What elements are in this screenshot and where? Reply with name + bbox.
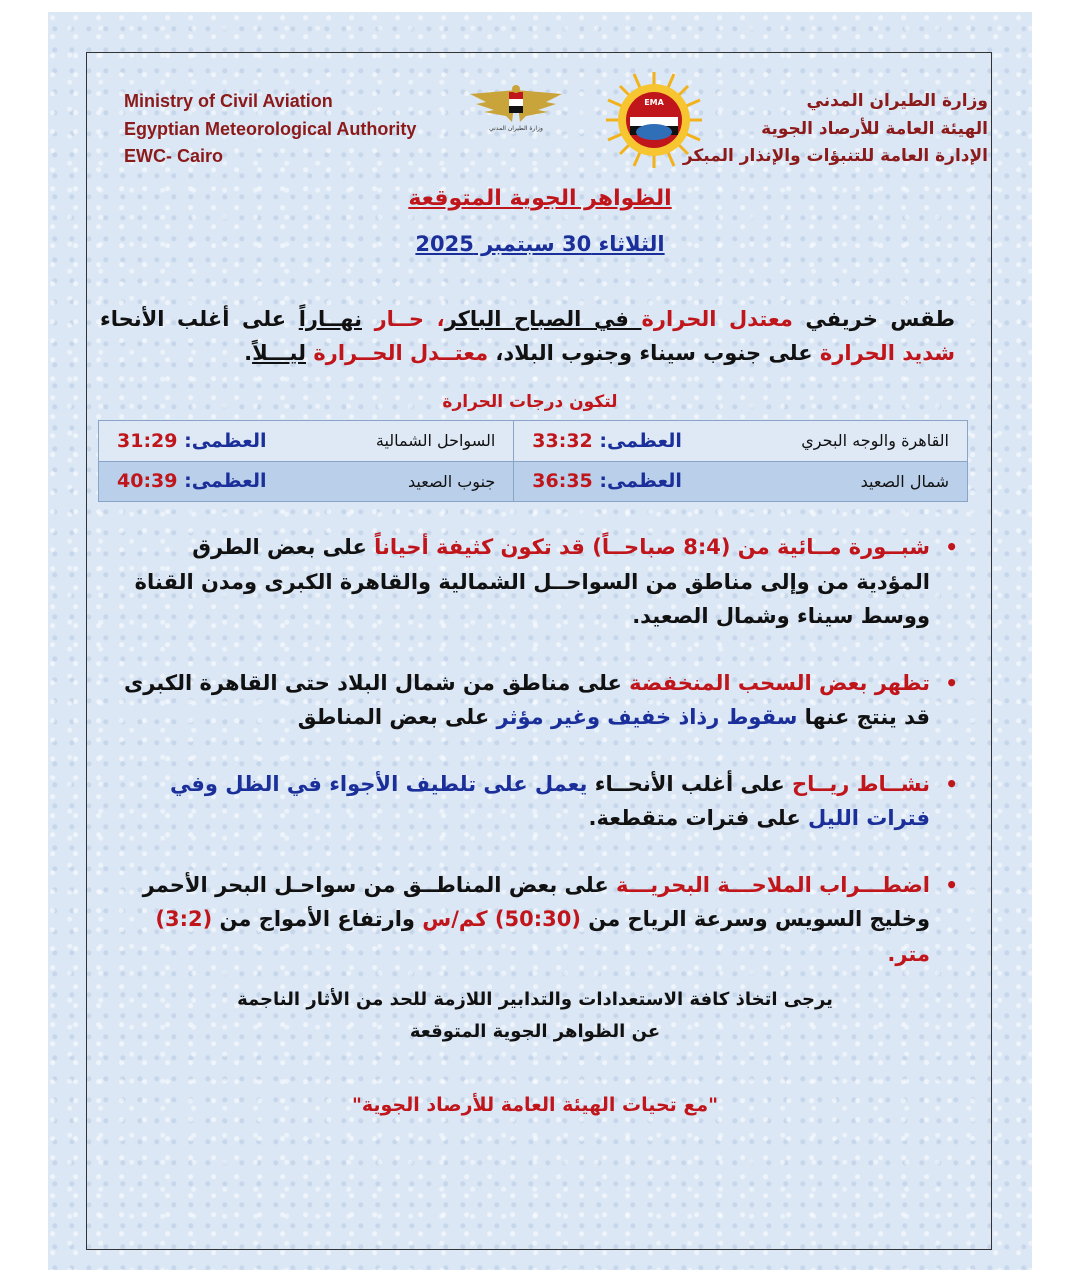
region-name: القاهرة والوجه البحري xyxy=(801,431,949,451)
fog-highlight: شبــورة مــائية من (8:4 صباحــاً) قد تكون كثيفة أحياناً xyxy=(374,535,930,559)
intro-text: نهــاراً xyxy=(298,307,362,331)
max-temp xyxy=(532,470,682,492)
navigation-text-end: . xyxy=(887,941,896,966)
closing-note xyxy=(0,984,1070,1048)
authority-name-en: Egyptian Meteorological Authority xyxy=(124,118,417,139)
temperatures-heading: لتكون درجات الحرارة xyxy=(442,392,618,412)
intro-text: في الصباح الباكر xyxy=(444,307,642,331)
document-title-wrap xyxy=(0,186,1080,211)
wind-text-end: على فترات متقطعة. xyxy=(588,806,809,830)
max-temp xyxy=(532,430,682,452)
fog-text: على بعض الطرق المؤدية من وإلى مناطق من السواحــل الشمالية والقاهرة الكبرى ومدن القناة ووسط سيناء وشمال الصعيد. xyxy=(134,535,930,628)
max-temp-label: العظمى: xyxy=(184,429,267,452)
table-cell xyxy=(99,421,514,462)
intro-text: على أغلب الأنحاء xyxy=(100,307,299,331)
temperatures-table xyxy=(98,420,968,502)
list-item-wind xyxy=(120,767,960,836)
ministry-name-ar: وزارة الطيران المدني xyxy=(806,91,988,111)
drizzle-highlight: سقوط رذاذ خفيف وغير مؤثر xyxy=(496,705,798,729)
clouds-text-end: على بعض المناطق xyxy=(297,705,497,729)
intro-text: . xyxy=(244,341,253,365)
clouds-text: على مناطق من شمال البلاد حتى القاهرة الكبرى قد ينتج عنها xyxy=(124,670,930,729)
max-temp xyxy=(117,470,267,492)
list-item-clouds xyxy=(120,666,960,735)
region-name: شمال الصعيد xyxy=(860,471,949,491)
ministry-eagle-logo xyxy=(466,82,566,144)
closing-line: عن الظواهر الجوية المتوقعة xyxy=(409,1021,661,1042)
intro-paragraph xyxy=(100,302,955,370)
table-cell xyxy=(514,421,968,462)
authority-name-ar: الهيئة العامة للأرصاد الجوية xyxy=(761,118,988,139)
document-date-wrap xyxy=(0,232,1080,256)
max-temp-value: 31:29 xyxy=(117,429,178,452)
greeting: "مع تحيات الهيئة العامة للأرصاد الجوية" xyxy=(351,1094,719,1116)
navigation-text: على بعض المناطــق من سواحـل البحر الأحمر وخليج السويس وسرعة الرياح من xyxy=(142,872,930,931)
list-item-fog xyxy=(120,530,960,634)
navigation-text: وارتفاع الأمواج من xyxy=(212,907,423,931)
ema-logo-text: EMA xyxy=(644,98,664,107)
wind-effect-highlight: يعمل على تلطيف الأجواء في الظل وفي فترات الليل xyxy=(169,771,930,830)
weather-phenomena-list xyxy=(120,530,960,971)
ministry-name-en: Ministry of Civil Aviation xyxy=(124,91,333,111)
center-name-ar: الإدارة العامة للتنبؤات والإنذار المبكر xyxy=(682,146,988,166)
list-item-navigation xyxy=(120,868,960,972)
english-header xyxy=(124,88,416,171)
intro-text: طقس خريفي xyxy=(792,307,956,331)
intro-text: ليـــلاً xyxy=(252,341,307,365)
table-row xyxy=(99,421,968,462)
center-name-en: EWC- Cairo xyxy=(124,146,223,166)
intro-highlight: معتــدل الحــرارة xyxy=(313,341,489,365)
intro-highlight: حــار xyxy=(374,307,425,331)
table-cell xyxy=(99,461,514,502)
clouds-highlight: تظهر بعض السحب المنخفضة xyxy=(629,670,930,695)
intro-text: على جنوب سيناء وجنوب البلاد، xyxy=(488,341,820,365)
max-temp xyxy=(117,430,267,452)
wind-highlight: نشــاط ريــاح xyxy=(792,771,930,796)
max-temp-value: 36:35 xyxy=(532,470,593,493)
intro-highlight: معتدل الحرارة xyxy=(641,307,793,331)
region-name: السواحل الشمالية xyxy=(375,431,496,451)
table-row xyxy=(99,461,968,502)
intro-text xyxy=(362,307,375,331)
wind-text: على أغلب الأنحــاء xyxy=(587,771,793,796)
wave-height-value: (3:2) متر xyxy=(155,907,930,966)
max-temp-label: العظمى: xyxy=(599,429,682,452)
max-temp-value: 40:39 xyxy=(117,470,178,493)
wind-speed-value: (50:30) كم/س xyxy=(422,907,581,931)
max-temp-label: العظمى: xyxy=(184,470,267,493)
document-date: الثلاثاء 30 سبتمبر 2025 xyxy=(415,232,665,256)
max-temp-label: العظمى: xyxy=(599,470,682,493)
intro-text: ، xyxy=(424,307,445,331)
navigation-highlight: اضطـــراب الملاحـــة البحريـــة xyxy=(616,872,930,897)
arabic-header xyxy=(683,88,988,171)
intro-highlight: شديد الحرارة xyxy=(819,341,955,365)
closing-line: يرجى اتخاذ كافة الاستعدادات والتدابير اللازمة للحد من الأثار الناجمة xyxy=(237,989,833,1010)
region-name: جنوب الصعيد xyxy=(408,471,496,491)
table-cell xyxy=(514,461,968,502)
document-title: الظواهر الجوية المتوقعة xyxy=(408,186,672,211)
max-temp-value: 33:32 xyxy=(532,429,593,452)
ministry-logo-caption: وزارة الطيران المدني xyxy=(489,125,543,132)
